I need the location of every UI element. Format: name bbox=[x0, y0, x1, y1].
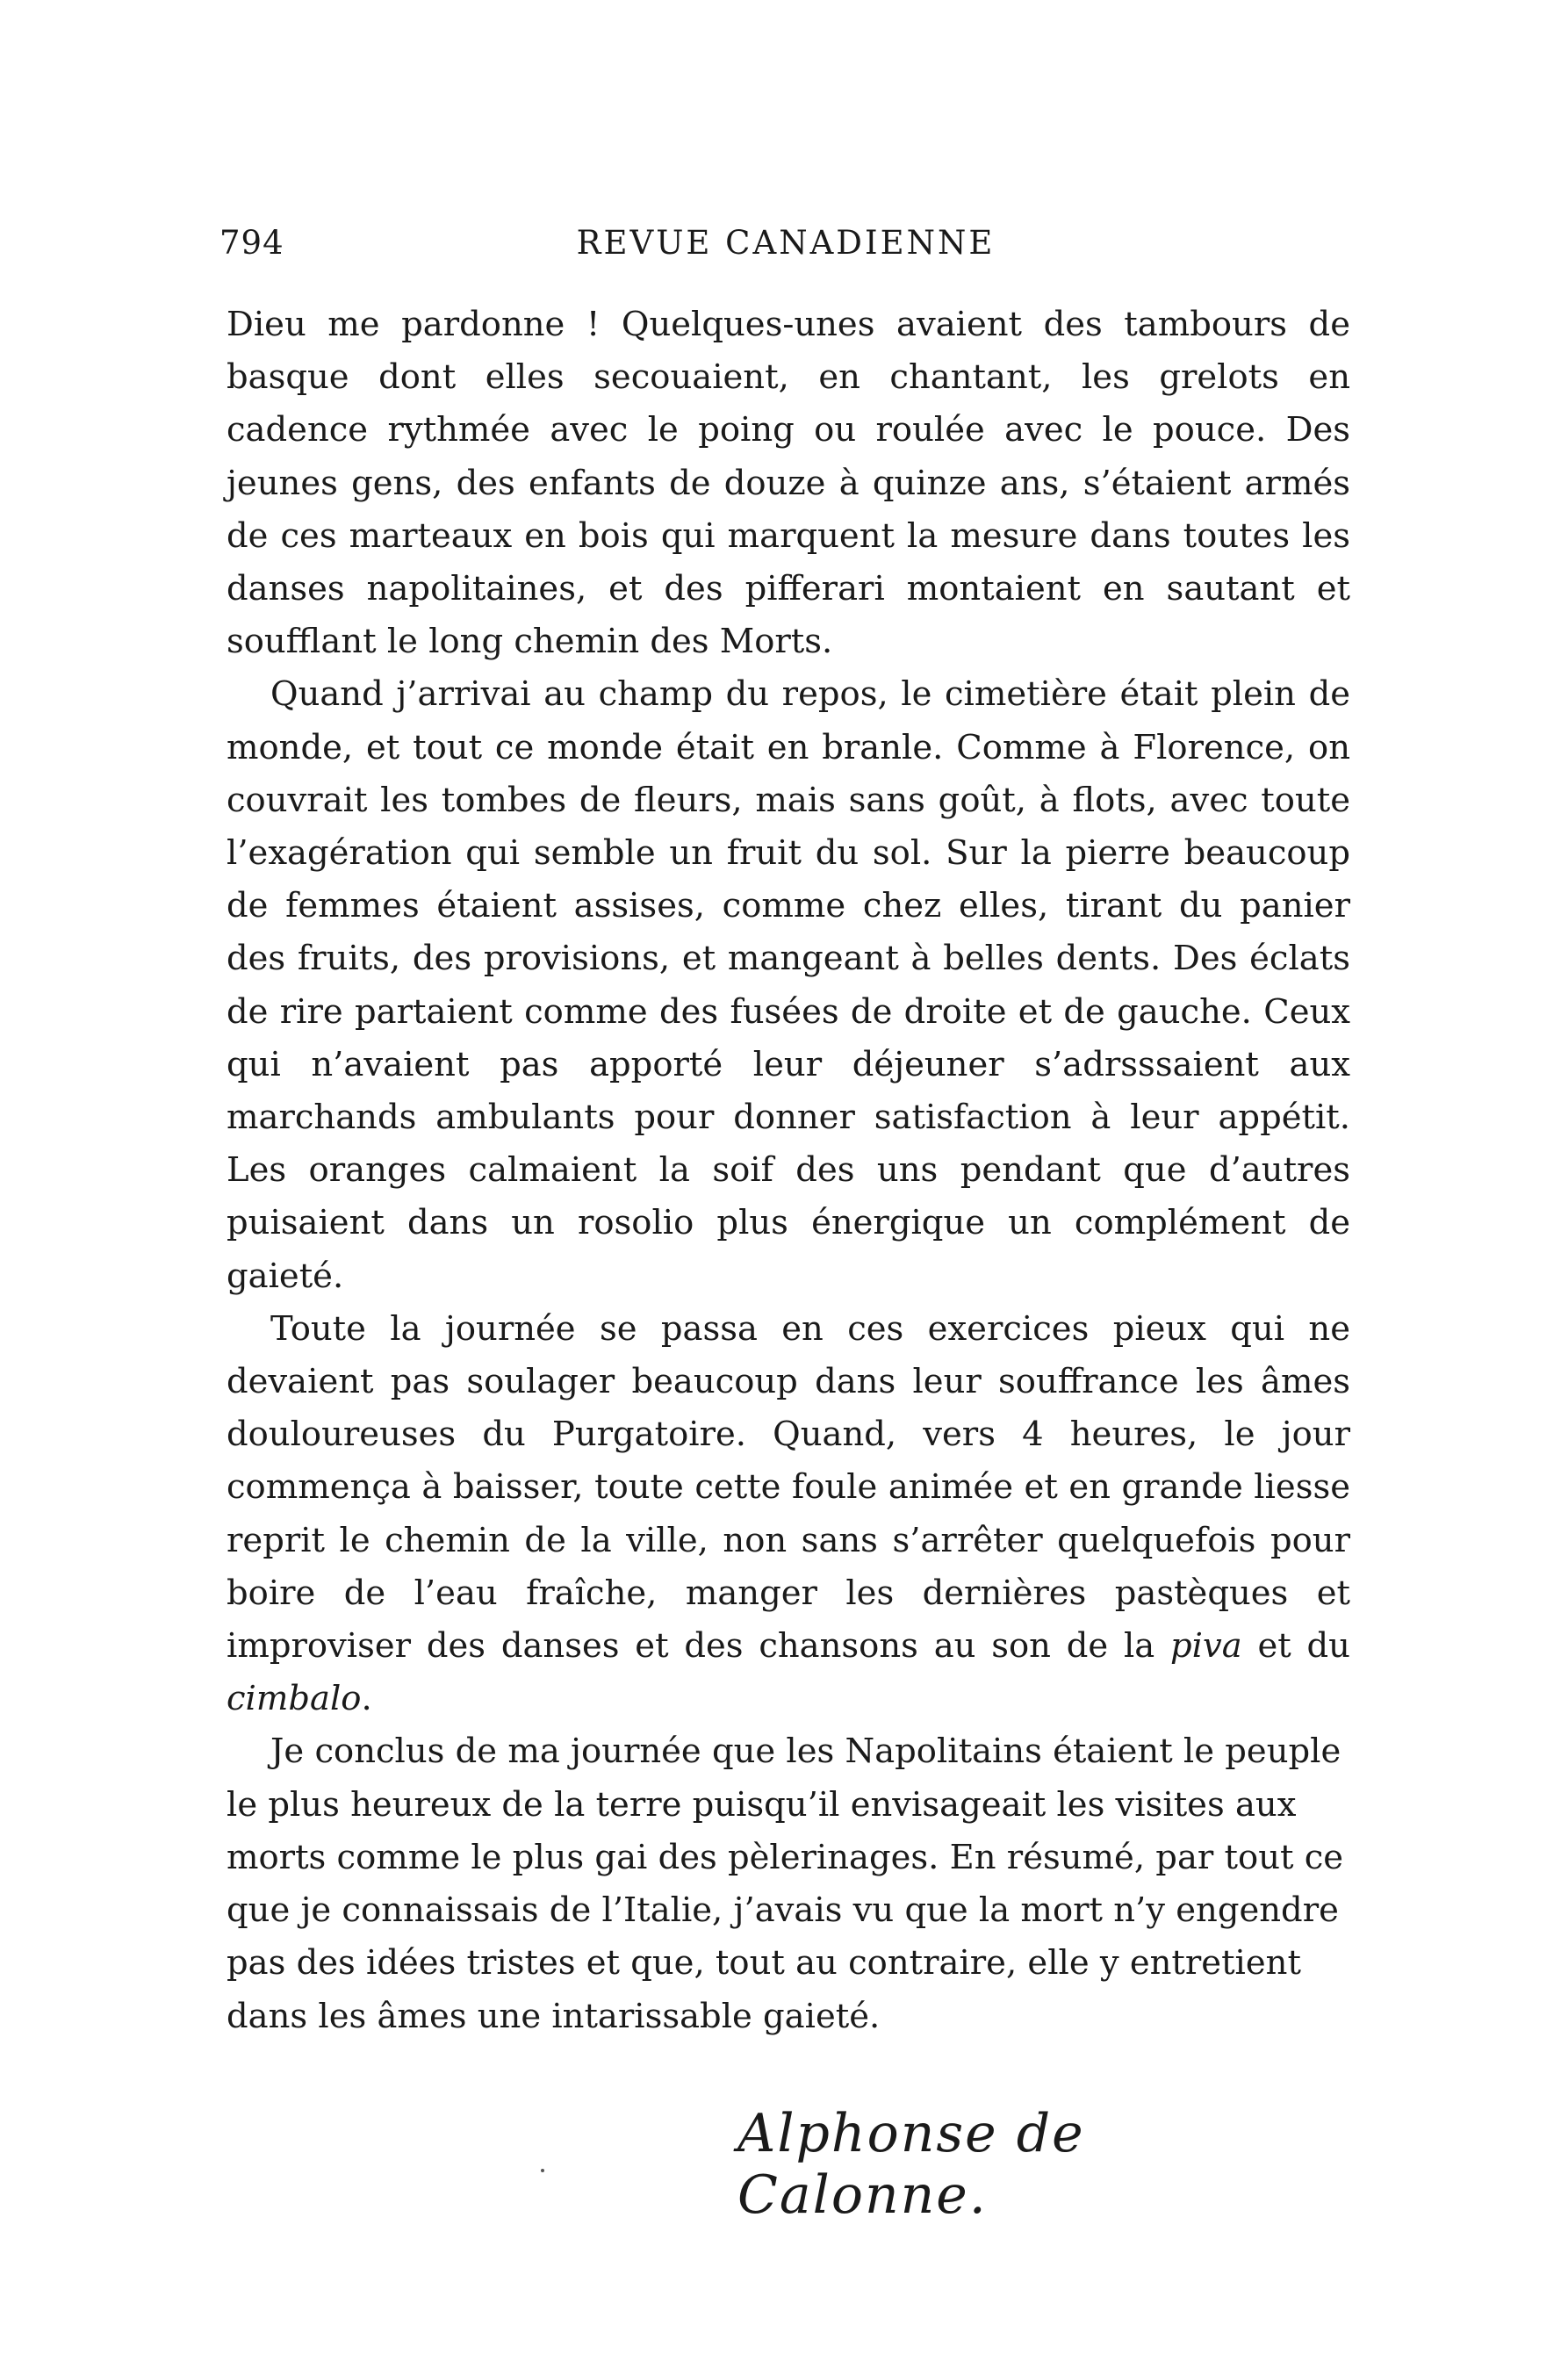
paragraph-text: Quand j’arrivai au champ du repos, le cimetière était plein de monde, et tout ce monde était en branle. Comme à Florence, on couvrait les tombes de fleurs, mais sans goût, à flots, avec toute l’exagération qui semble un fruit du sol. Sur la pierre beaucoup de femmes étaient assises, comme chez elles, tirant du panier des fruits, des provisions, et mangeant à belles dents. Des éclats de rire partaient comme des fusées de droite et de gauche. Ceux qui n’avaient pas apporté leur déjeuner s’adrsssaient aux marchands ambulants pour donner satisfaction à leur appétit. Les oranges calmaient la soif des uns pendant que d’autres puisaient dans un rosolio plus énergique un complément de gaieté. bbox=[227, 674, 1350, 1296]
page-number: 794 bbox=[219, 224, 284, 262]
paragraph-text: . bbox=[361, 1679, 372, 1719]
italic-word-piva: piva bbox=[1170, 1626, 1242, 1667]
italic-word-cimbalo: cimbalo bbox=[227, 1679, 362, 1719]
ink-speck bbox=[541, 2169, 544, 2172]
paragraph-text: et du bbox=[1241, 1626, 1350, 1667]
body-text bbox=[227, 299, 1350, 2043]
paragraph-text: Je conclus de ma journée que les Napolitains étaient le peuple le plus heureux de la terre puisqu’il envisageait les visites aux morts comme le plus gai des pèlerinages. En résumé, par tout ce que je connaissais de l’Italie, j’avais vu que la mort n’y engendre pas des idées tristes et que, tout au contraire, elle y entretient dans les âmes une intarissable gaieté. bbox=[227, 1732, 1344, 2036]
paragraph-text: Dieu me pardonne ! Quelques-unes avaient des tambours de basque dont elles secouaient, en chantant, les grelots en cadence rythmée avec le poing ou roulée avec le pouce. Des jeunes gens, des enfants de douze à quinze ans, s’étaient armés de ces marteaux en bois qui marquent la mesure dans toutes les danses napolitaines, et des pifferari montaient en sautant et soufflant le long chemin des Morts. bbox=[227, 305, 1350, 662]
paragraph-1 bbox=[227, 299, 1350, 668]
paragraph-3 bbox=[227, 1303, 1350, 1726]
author-signature: Alphonse de Calonne. bbox=[737, 2103, 1085, 2226]
page-header bbox=[219, 224, 1352, 277]
paragraph-2 bbox=[227, 668, 1350, 1302]
running-title: REVUE CANADIENNE bbox=[576, 224, 996, 262]
paragraph-4 bbox=[227, 1725, 1350, 2042]
paragraph-text: Toute la journée se passa en ces exercices pieux qui ne devaient pas soulager beaucoup dans leur souffrance les âmes douloureuses du Purgatoire. Quand, vers 4 heures, le jour commença à baisser, toute cette foule animée et en grande liesse reprit le chemin de la ville, non sans s’arrêter quelquefois pour boire de l’eau fraîche, manger les dernières pastèques et improviser des danses et des chansons au son de la bbox=[227, 1308, 1350, 1667]
